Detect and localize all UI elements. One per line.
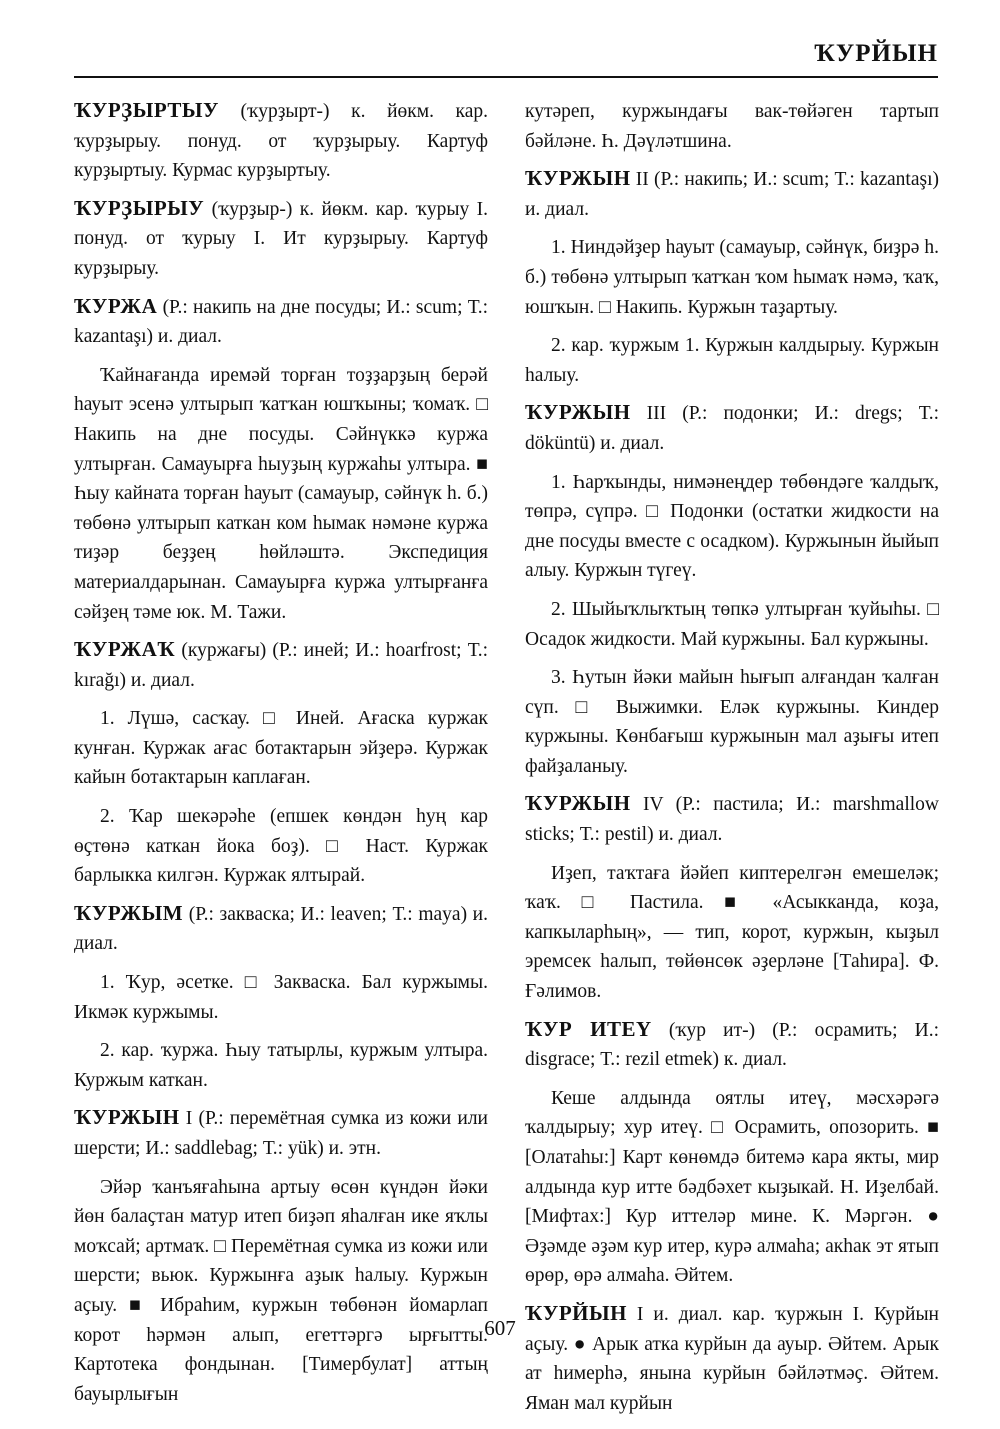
entry-text: Иҙеп, таҡтаға йәйеп киптерелгән емешеләк; ҡаҡ. □ Пастила. ■ «Асыкканда, коҙа, капкыларһың», — тип, корот, куржын, кыҙыл эремсек һалып, төйөнсөк әҙерләне [Таһира]. Ф. Ғәлимов. [525,862,939,1003]
entry-text: III (Р.: подонки; И.: dregs; Т.: döküntü) и. диал. [525,403,939,454]
entry-paragraph [74,194,488,284]
page-number: 607 [484,1316,516,1340]
entry-text: (ҡурҙырт-) к. йөкм. кар. ҡурҙырыу. понуд. от ҡурҙырыу. Картуф курҙыртыу. Курмас курҙыртыу. [74,101,488,182]
headword: ҠУРЖА [74,293,158,318]
entry-text: (ҡурҙыр-) к. йөкм. кар. ҡурыу I. понуд. от ҡурыу I. Ит курҙырыу. Картуф курҙырыу. [74,198,488,279]
entry-text: 1. Лүшә, сасҡау. □ Иней. Ағаска куржак кунған. Куржак ағас ботактарын эйҙерә. Куржак кайын ботактарын каплаған. [74,708,488,789]
entry-text: 2. Шыйыҡлыҡтың төпкә ултырған ҡуйыһы. □ Осадок жидкости. Май куржыны. Бал куржыны. [525,598,939,650]
entry-text: 1. Ниндәйҙер һауыт (самауыр, сәйнүк, биҙрә һ. б.) төбөнә ултырып ҡатҡан ҡом һымаҡ нәмә, ҡаҡ, юшҡын. □ Накипь. Куржын таҙартыу. [525,237,939,318]
entry-paragraph [525,1083,939,1291]
headword: ҠУРЖАҠ [74,637,176,662]
entry-paragraph [525,858,939,1007]
entry-paragraph [525,232,939,322]
entry-paragraph [525,789,939,849]
entry-paragraph [525,164,939,224]
headword: ҠУРЖЫН [74,1105,180,1130]
entry-text: (Р.: закваска; И.: leaven; Т.: maya) и. диал. [74,903,488,955]
entry-paragraph [525,330,939,390]
entry-paragraph [74,292,488,352]
headword: ҠУР ИТЕҮ [525,1016,652,1041]
entry-text: II (Р.: накипь; И.: scum; Т.: kazantaşı) и. диал. [525,169,939,220]
entry-paragraph [74,801,488,891]
entry-text: 2. кар. ҡуржа. Һыу татырлы, куржым ултыра. Куржым каткан. [74,1040,488,1091]
headword: ҠУРҘЫРТЫУ [74,98,219,122]
entry-text: (куржағы) (Р.: иней; И.: hoarfrost; Т.: kırağı) и. диал. [74,640,488,691]
left-column [74,96,488,1417]
entry-paragraph [74,360,488,627]
entry-text: Эйәр ҡанъяғаһына артыу өсөн күндән йәки йөн балаҫтан матур итеп биҙәп яһалған ике яҡлы моҡсай; артмаҡ. □ Перемётная сумка из кожи или шерсти; вьюк. Куржынға аҙык һалыу. Куржын аҫыу. ■ Ибраһим, куржын төбөнән йомарлап корот һәрмән алып, егеттәргә ырғытты. Картотека фондынан. [Тимербулат] аттың бауырлығын [74,1176,488,1405]
running-head: ҠУРЙЫН [814,40,938,67]
entry-paragraph [525,398,939,458]
entry-text: I (Р.: перемётная сумка из кожи или шерсти; И.: saddlebag; Т.: yük) и. этн. [74,1108,488,1159]
entry-paragraph [525,467,939,586]
entry-text: 1. Ҡур, әсетке. □ Закваска. Бал куржымы. Икмәк куржымы. [74,972,488,1023]
entry-text: Ҡайнағанда иремәй торған тоҙҙарҙың берәй һауыт эсенә ултырып ҡатҡан юшҡыны; ҡомаҡ. □ Накипь на дне посуды. Сәйнүккә куржа ултырған. Самауырға һыуҙың куржаһы ултыра. ■ Һыу кайната торған һауыт (самауыр, сәйнүк һ. б.) төбөнә ултырып каткан ком һымак нәмәне куржа тиҙәр беҙҙең һөйләштә. Экспедиция материалдарынан. Самауырға куржа ултырғанға сәйҙең тәме юк. М. Тажи. [74,364,488,623]
headword: ҠУРЖЫН [525,791,631,816]
entry-paragraph [525,662,939,781]
entry-paragraph [74,967,488,1027]
entry-paragraph [74,1035,488,1095]
entry-paragraph [74,635,488,695]
headword: ҠУРҘЫРЫУ [74,195,205,220]
headword: ҠУРЖЫМ [74,900,184,925]
entry-text: 3. Һутын йәки майын һығып алғандан ҡалған сүп. □ Выжимки. Еләк куржыны. Киндер куржыны. Көнбағыш куржынын мал аҙығы итеп файҙаланыу. [525,667,939,777]
headword: ҠУРЙЫН [525,1300,627,1325]
entry-text: кутәреп, куржындағы вак-төйәген тартып бәйләне. Һ. Дәүләтшина. [525,101,939,152]
entry-text: 1. Һарҡынды, нимәнеңдер төбөндәге ҡалдыҡ, төпрә, сүпрә. □ Подонки (остатки жидкости на дне посуды вместе с осадком). Куржынын йыйып алыу. Куржын түгеү. [525,471,939,582]
page-header [74,40,938,78]
entry-paragraph [74,1172,488,1410]
entry-paragraph [74,1103,488,1163]
entry-text: 2. кар. ҡуржым 1. Куржын калдырыу. Куржын һалыу. [525,335,939,386]
entry-paragraph [525,1015,939,1075]
headword: ҠУРЖЫН [525,166,631,191]
entry-text: IV (Р.: пастила; И.: marshmallow sticks; Т.: pestil) и. диал. [525,794,939,846]
entry-paragraph [74,703,488,793]
entry-text: (Р.: накипь на дне посуды; И.: scum; Т.: kazantaşı) и. диал. [74,296,488,348]
entry-text: 2. Ҡар шекәрәһе (епшек көндән һуң кар өҫтөнә каткан йока боҙ). □ Наст. Куржак барлыкка килгән. Куржак ялтырай. [74,806,488,887]
right-column [525,96,939,1426]
entry-paragraph [74,899,488,959]
entry-text: Кеше алдында оятлы итеү, мәсхәрәгә ҡалдырыу; хур итеү. □ Осрамить, опозорить. ■ [Олатаһы:] Карт көнөмдә битемә кара якты, мир алдында кур итте бәдбәхет кыҙыкай. Н. Иҙелбай. [Мифтах:] Кур иттеләр мине. К. Мәргән. ● Әҙәмде әҙәм кур итер, курә алмаһа; акһак эт ятып өрөр, өрә алмаһа. Әйтем. [525,1087,939,1287]
entry-paragraph [525,96,939,156]
entry-paragraph [74,96,488,186]
entry-text: (ҡур ит-) (Р.: осрамить; И.: disgrace; Т.: rezil etmek) к. диал. [525,1019,940,1071]
entry-text: I и. диал. кар. ҡуржын I. Курйын аҫыу. ● Арык атка курйын да ауыр. Әйтем. Арык ат һимерһә, янына курйын бәйләтмәҫ. Әйтем. Яман мал курйын [525,1303,939,1414]
headword: ҠУРЖЫН [525,400,631,425]
entry-paragraph [525,594,939,654]
